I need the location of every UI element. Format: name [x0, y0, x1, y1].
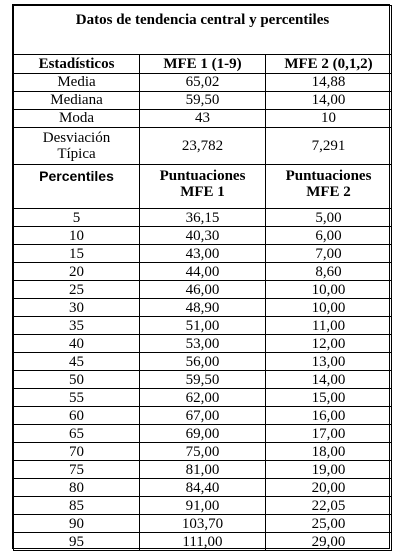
percentile-mfe1-value: 48,90	[140, 299, 266, 317]
percentile-mfe1-value: 81,00	[140, 461, 266, 479]
percentile-mfe2-value: 13,00	[266, 353, 392, 371]
percentile-mfe2-value: 8,60	[266, 263, 392, 281]
percentile-value: 35	[14, 317, 140, 335]
stat-mfe1-value: 43	[140, 110, 266, 128]
percentile-mfe1-value: 69,00	[140, 425, 266, 443]
percentile-mfe1-value: 111,00	[140, 533, 266, 551]
percentile-mfe1-value: 62,00	[140, 389, 266, 407]
header-mfe1-line2: MFE 1	[180, 184, 225, 200]
percentile-mfe1-value: 43,00	[140, 245, 266, 263]
stat-mfe1-value: 59,50	[140, 92, 266, 110]
percentile-mfe1-value: 84,40	[140, 479, 266, 497]
header-mfe1-line1: Puntuaciones	[159, 168, 246, 184]
percentile-mfe2-value: 5,00	[266, 209, 392, 227]
percentile-mfe1-value: 53,00	[140, 335, 266, 353]
statistics-table-document	[12, 4, 390, 549]
percentile-value: 50	[14, 371, 140, 389]
percentile-row	[14, 407, 392, 425]
stat-mfe1-value: 23,782	[140, 128, 266, 165]
percentile-value: 40	[14, 335, 140, 353]
percentile-value: 15	[14, 245, 140, 263]
percentile-row	[14, 317, 392, 335]
statistics-table	[13, 5, 392, 551]
percentile-row	[14, 533, 392, 551]
percentile-value: 90	[14, 515, 140, 533]
percentile-row	[14, 371, 392, 389]
percentile-value: 45	[14, 353, 140, 371]
percentile-row	[14, 227, 392, 245]
header-percentiles: Percentiles	[14, 165, 140, 209]
percentile-value: 85	[14, 497, 140, 515]
percentile-value: 10	[14, 227, 140, 245]
percentile-mfe2-value: 14,00	[266, 371, 392, 389]
percentile-mfe1-value: 67,00	[140, 407, 266, 425]
percentile-row	[14, 515, 392, 533]
percentile-value: 65	[14, 425, 140, 443]
percentile-mfe2-value: 17,00	[266, 425, 392, 443]
percentile-row	[14, 281, 392, 299]
percentile-mfe2-value: 18,00	[266, 443, 392, 461]
percentile-row	[14, 425, 392, 443]
header-mfe2-line2: MFE 2	[306, 184, 351, 200]
stat-label: Media	[14, 74, 140, 92]
stat-mfe2-value: 10	[266, 110, 392, 128]
percentile-value: 75	[14, 461, 140, 479]
stat-mfe2-value: 14,00	[266, 92, 392, 110]
percentile-mfe2-value: 7,00	[266, 245, 392, 263]
percentile-mfe2-value: 12,00	[266, 335, 392, 353]
percentile-mfe2-value: 15,00	[266, 389, 392, 407]
percentile-mfe1-value: 75,00	[140, 443, 266, 461]
percentile-mfe1-value: 46,00	[140, 281, 266, 299]
percentile-row	[14, 299, 392, 317]
percentile-mfe2-value: 19,00	[266, 461, 392, 479]
percentile-mfe2-value: 16,00	[266, 407, 392, 425]
percentile-mfe2-value: 22,05	[266, 497, 392, 515]
percentile-value: 5	[14, 209, 140, 227]
percentile-mfe2-value: 10,00	[266, 299, 392, 317]
percentile-mfe1-value: 103,70	[140, 515, 266, 533]
percentile-value: 80	[14, 479, 140, 497]
percentile-mfe2-value: 29,00	[266, 533, 392, 551]
percentile-value: 25	[14, 281, 140, 299]
percentile-mfe1-value: 59,50	[140, 371, 266, 389]
stat-label: Moda	[14, 110, 140, 128]
percentile-value: 30	[14, 299, 140, 317]
percentile-value: 60	[14, 407, 140, 425]
stat-row-media	[14, 74, 392, 92]
percentile-mfe1-value: 91,00	[140, 497, 266, 515]
stat-row-mediana	[14, 92, 392, 110]
percentile-row	[14, 209, 392, 227]
table-title: Datos de tendencia central y percentiles	[14, 6, 392, 55]
percentile-row	[14, 443, 392, 461]
stat-mfe2-value: 7,291	[266, 128, 392, 165]
stat-label	[14, 128, 140, 165]
header-puntuaciones-mfe1	[140, 165, 266, 209]
percentile-value: 95	[14, 533, 140, 551]
stat-label-line1: Desviación	[42, 130, 111, 146]
percentile-mfe2-value: 6,00	[266, 227, 392, 245]
percentile-header-row	[14, 165, 392, 209]
percentile-row	[14, 479, 392, 497]
percentile-row	[14, 335, 392, 353]
percentile-mfe2-value: 20,00	[266, 479, 392, 497]
percentile-mfe1-value: 51,00	[140, 317, 266, 335]
percentile-mfe2-value: 11,00	[266, 317, 392, 335]
percentile-row	[14, 389, 392, 407]
percentile-value: 70	[14, 443, 140, 461]
stat-row-desviacion	[14, 128, 392, 165]
percentile-mfe1-value: 40,30	[140, 227, 266, 245]
percentile-row	[14, 353, 392, 371]
header-mfe1: MFE 1 (1-9)	[140, 55, 266, 74]
header-mfe2: MFE 2 (0,1,2)	[266, 55, 392, 74]
header-mfe2-line1: Puntuaciones	[285, 168, 372, 184]
stat-label-line2: Típica	[57, 146, 96, 162]
percentile-mfe2-value: 25,00	[266, 515, 392, 533]
percentile-mfe1-value: 44,00	[140, 263, 266, 281]
header-estadisticos: Estadísticos	[14, 55, 140, 74]
percentile-value: 55	[14, 389, 140, 407]
percentile-row	[14, 497, 392, 515]
stat-mfe1-value: 65,02	[140, 74, 266, 92]
stat-mfe2-value: 14,88	[266, 74, 392, 92]
stat-row-moda	[14, 110, 392, 128]
percentile-row	[14, 461, 392, 479]
percentile-row	[14, 263, 392, 281]
percentile-mfe1-value: 36,15	[140, 209, 266, 227]
percentile-row	[14, 245, 392, 263]
percentile-mfe1-value: 56,00	[140, 353, 266, 371]
header-puntuaciones-mfe2	[266, 165, 392, 209]
percentile-value: 20	[14, 263, 140, 281]
stat-label: Mediana	[14, 92, 140, 110]
percentile-mfe2-value: 10,00	[266, 281, 392, 299]
